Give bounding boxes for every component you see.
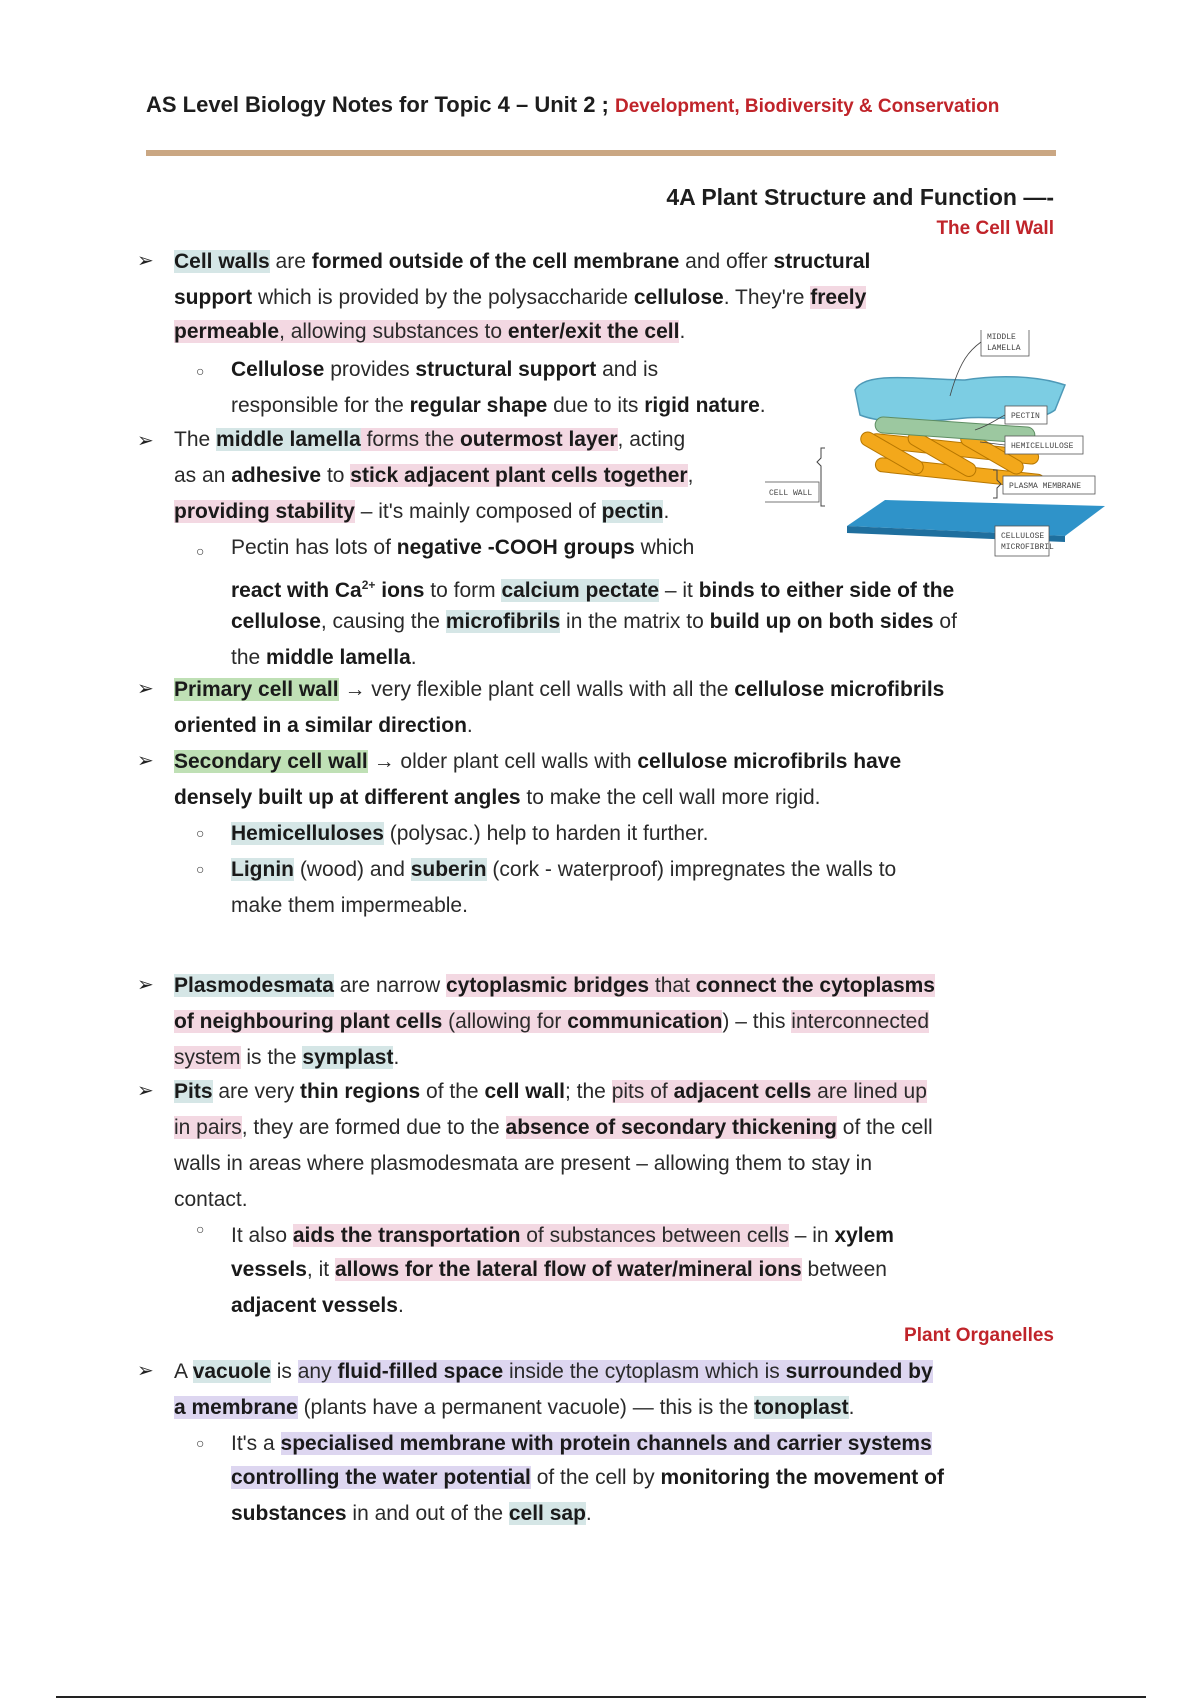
text-line: permeable, allowing substances to enter/exit the cell. bbox=[174, 320, 686, 343]
arrow-bullet-icon: ➢ bbox=[137, 1080, 154, 1102]
text-line: controlling the water potential of the cell by monitoring the movement of bbox=[231, 1466, 944, 1489]
label-cellulose-1: CELLULOSE bbox=[1001, 532, 1045, 541]
arrow-bullet-icon: ➢ bbox=[137, 750, 154, 772]
text-line: the middle lamella. bbox=[231, 646, 417, 669]
text-line: make them impermeable. bbox=[231, 894, 468, 917]
text-line: Secondary cell wall → older plant cell walls with cellulose microfibrils have bbox=[174, 750, 902, 773]
text-line: Hemicelluloses (polysac.) help to harden it further. bbox=[231, 822, 709, 845]
text-line: of neighbouring plant cells (allowing for communication) – this interconnected bbox=[174, 1010, 930, 1033]
header-title: AS Level Biology Notes for Topic 4 – Unit 2 ; bbox=[146, 92, 609, 117]
label-pectin: PECTIN bbox=[1011, 412, 1040, 421]
text-line: adjacent vessels. bbox=[231, 1294, 404, 1317]
text-line: A vacuole is any fluid-filled space inside the cytoplasm which is surrounded by bbox=[174, 1360, 933, 1383]
text-line: Lignin (wood) and suberin (cork - waterproof) impregnates the walls to bbox=[231, 858, 897, 881]
text-line: as an adhesive to stick adjacent plant cells together, bbox=[174, 464, 694, 487]
text-line: walls in areas where plasmodesmata are present – allowing them to stay in bbox=[174, 1152, 873, 1175]
circle-bullet-icon: ○ bbox=[196, 363, 205, 379]
label-cell-wall: CELL WALL bbox=[769, 489, 813, 498]
text-line: support which is provided by the polysaccharide cellulose. They're freely bbox=[174, 286, 867, 309]
arrow-bullet-icon: ➢ bbox=[137, 1360, 154, 1382]
text-line: system is the symplast. bbox=[174, 1046, 400, 1069]
text-line: Pectin has lots of negative -COOH groups which bbox=[231, 536, 695, 559]
label-hemicellulose: HEMICELLULOSE bbox=[1011, 442, 1074, 451]
section-heading-plant-organelles: Plant Organelles bbox=[904, 1325, 1054, 1346]
circle-bullet-icon: ○ bbox=[196, 543, 205, 559]
section-subtitle: The Cell Wall bbox=[936, 218, 1054, 239]
text-line: contact. bbox=[174, 1188, 248, 1211]
header-subtitle: Development, Biodiversity & Conservation bbox=[615, 96, 1000, 117]
text-line: substances in and out of the cell sap. bbox=[231, 1502, 592, 1525]
circle-bullet-icon: ○ bbox=[196, 861, 205, 877]
arrow-bullet-icon: ➢ bbox=[137, 250, 154, 272]
label-cellulose-2: MICROFIBRIL bbox=[1001, 543, 1054, 552]
text-line: Cellulose provides structural support and is bbox=[231, 358, 659, 381]
text-line: responsible for the regular shape due to its rigid nature. bbox=[231, 394, 766, 417]
text-line: densely built up at different angles to make the cell wall more rigid. bbox=[174, 786, 821, 809]
text-line: react with $Ca^{2+}$ ions to form calcium pectate – it binds to either side of the bbox=[231, 578, 955, 602]
text-line: The middle lamella forms the outermost layer, acting bbox=[174, 428, 686, 451]
text-line: in pairs, they are formed due to the absence of secondary thickening of the cell bbox=[174, 1116, 933, 1139]
text-line: Pits are very thin regions of the cell wall; the pits of adjacent cells are lined up bbox=[174, 1080, 927, 1103]
text-line: It's a specialised membrane with protein channels and carrier systems bbox=[231, 1432, 932, 1455]
footer-divider bbox=[56, 1696, 1146, 1698]
circle-bullet-icon: ○ bbox=[196, 1435, 205, 1451]
text-line: It also aids the transportation of substances between cells – in xylem bbox=[231, 1224, 894, 1247]
arrow-bullet-icon: ➢ bbox=[137, 974, 154, 996]
section-title: 4A Plant Structure and Function —- bbox=[666, 184, 1054, 210]
circle-bullet-icon: ○ bbox=[196, 1221, 205, 1237]
text-line: Primary cell wall → very flexible plant cell walls with all the cellulose microfibrils bbox=[174, 678, 945, 701]
circle-bullet-icon: ○ bbox=[196, 825, 205, 841]
text-line: a membrane (plants have a permanent vacuole) — this is the tonoplast. bbox=[174, 1396, 855, 1419]
header-divider bbox=[146, 150, 1056, 156]
text-line: Plasmodesmata are narrow cytoplasmic bridges that connect the cytoplasms bbox=[174, 974, 935, 997]
label-middle-lamella-1: MIDDLE bbox=[987, 333, 1016, 342]
arrow-bullet-icon: ➢ bbox=[137, 430, 154, 452]
text-line: vessels, it allows for the lateral flow of water/mineral ions between bbox=[231, 1258, 887, 1281]
cell-wall-diagram bbox=[765, 330, 1195, 560]
text-line: oriented in a similar direction. bbox=[174, 714, 473, 737]
text-line: Cell walls are formed outside of the cell membrane and offer structural bbox=[174, 250, 871, 273]
page-header bbox=[146, 92, 999, 118]
label-plasma-membrane: PLASMA MEMBRANE bbox=[1009, 482, 1082, 491]
text-line: providing stability – it's mainly composed of pectin. bbox=[174, 500, 670, 523]
text-line: cellulose, causing the microfibrils in the matrix to build up on both sides of bbox=[231, 610, 957, 633]
label-middle-lamella-2: LAMELLA bbox=[987, 344, 1021, 353]
arrow-bullet-icon: ➢ bbox=[137, 678, 154, 700]
